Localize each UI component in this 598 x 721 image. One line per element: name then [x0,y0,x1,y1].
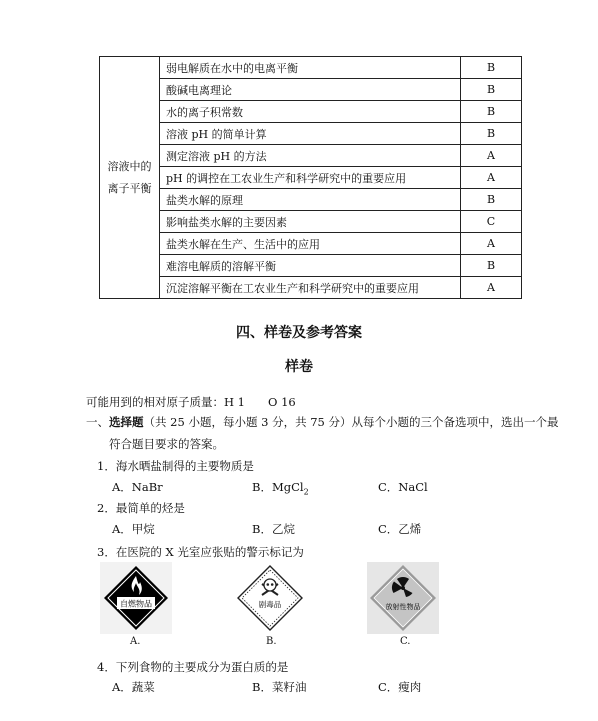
category-line-1: 溶液中的 [107,159,152,173]
topic-cell: 酸碱电离理论 [160,79,461,101]
table-row [100,79,522,101]
option-a: A．NaBr [112,480,163,494]
part-heading [86,414,559,430]
level-cell: B [461,79,522,101]
level-cell: B [461,255,522,277]
option-a: A．甲烷 [112,522,155,536]
option-c: C．乙烯 [378,522,422,536]
topic-cell: 溶液 pH 的简单计算 [160,123,461,145]
topic-cell: 影响盐类水解的主要因素 [160,211,461,233]
option-b: B．菜籽油 [252,680,307,694]
sign-caption-b: B. [266,636,277,647]
warning-sign-c [367,562,439,634]
table-row [100,233,522,255]
option-a: A．蔬菜 [112,680,155,694]
part-heading-cont: 符合题目要求的答案。 [109,437,224,451]
table-row [100,211,522,233]
paper-subtitle: 样卷 [285,359,313,375]
topic-cell: 水的离子积常数 [160,101,461,123]
level-cell: C [461,211,522,233]
sign-label: 自燃物品 [120,599,152,609]
topic-cell: 盐类水解的原理 [160,189,461,211]
table-row [100,189,522,211]
table-row [100,145,522,167]
question-stem: 4．下列食物的主要成分为蛋白质的是 [97,660,289,674]
level-cell: B [461,57,522,79]
diamond-shape [238,566,302,630]
part-heading-num: 一、 [86,415,109,429]
sign-label: 放射性物品 [385,603,421,611]
atomic-mass-note: 可能用到的相对原子质量：H 1 O 16 [86,395,296,409]
option-c: C．瘦肉 [378,680,422,694]
sign-caption-c: C. [400,636,411,647]
part-heading-bold: 选择题 [109,415,144,429]
level-cell: B [461,123,522,145]
category-cell [100,57,160,299]
topic-cell: 难溶电解质的溶解平衡 [160,255,461,277]
option-b-text: B．MgCl [252,480,304,494]
question-stem: 2．最简单的烃是 [97,501,185,515]
topic-table [99,56,522,299]
warning-sign-b [236,564,304,632]
sign-label: 剧毒品 [258,600,282,609]
level-cell: A [461,145,522,167]
question-stem: 1．海水晒盐制得的主要物质是 [97,459,254,473]
option-b [252,479,309,496]
category-line-2: 离子平衡 [107,181,152,195]
question-stem: 3．在医院的 X 光室应张贴的警示标记为 [97,545,304,559]
table-row [100,123,522,145]
topic-cell: 弱电解质在水中的电离平衡 [160,57,461,79]
table-row [100,101,522,123]
table-row [100,167,522,189]
warning-sign-a [100,562,172,634]
table-row [100,255,522,277]
section-title: 四、样卷及参考答案 [236,325,362,341]
option-b: B．乙烷 [252,522,295,536]
topic-cell: pH 的调控在工农业生产和科学研究中的重要应用 [160,167,461,189]
level-cell: B [461,101,522,123]
topic-cell: 测定溶液 pH 的方法 [160,145,461,167]
option-c: C．NaCl [378,480,428,494]
level-cell: A [461,233,522,255]
part-heading-text: （共 25 小题，每小题 3 分，共 75 分）从每个小题的三个备选项中，选出一个最 [143,415,559,429]
topic-cell: 盐类水解在生产、生活中的应用 [160,233,461,255]
subscript: 2 [303,487,309,497]
table-row [100,277,522,299]
level-cell: A [461,277,522,299]
level-cell: A [461,167,522,189]
sign-caption-a: A. [130,636,141,647]
topic-cell: 沉淀溶解平衡在工农业生产和科学研究中的重要应用 [160,277,461,299]
table-row [100,57,522,79]
level-cell: B [461,189,522,211]
